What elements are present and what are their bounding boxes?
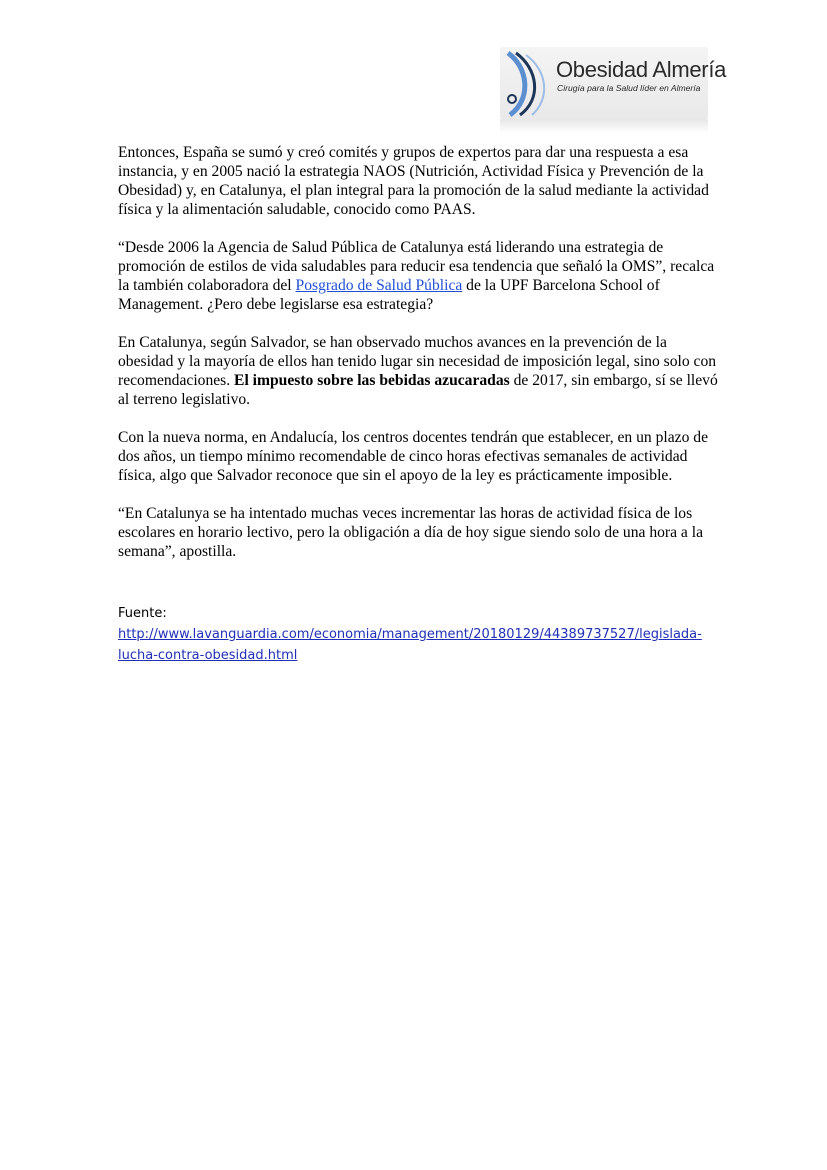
- obesidad-almeria-logo: [500, 47, 727, 133]
- paragraph-catalunya-text-end: de 2017, sin embargo, sí se llevó al terreno legislativo.: [118, 372, 718, 408]
- logo-arc-icon: [502, 49, 558, 119]
- source-url-line1: http://www.lavanguardia.com/economia/management/20180129/44389737527/legislada-: [118, 627, 702, 642]
- paragraph-agencia-text-end: de la UPF Barcelona School of Management. ¿Pero debe legislarse esa estrategia?: [118, 277, 660, 313]
- source-section: [118, 603, 728, 666]
- paragraph-quote: “En Catalunya se ha intentado muchas veces incrementar las horas de actividad física de los escolares en horario lectivo, pero la obligación a día de hoy sigue siendo solo de una hora a la semana”, apostilla.: [118, 505, 704, 560]
- source-url-line2: lucha-contra-obesidad.html: [118, 648, 298, 663]
- logo-title: Obesidad Almería: [556, 57, 727, 82]
- paragraph-catalunya-text-start: En Catalunya, según Salvador, se han observado muchos avances en la prevención de la obesidad y la mayoría de ellos han tenido lugar sin necesidad de imposición legal, sino solo con recomendaciones.: [118, 334, 717, 389]
- paragraph-catalunya: [118, 333, 718, 409]
- source-url-link[interactable]: [118, 627, 702, 663]
- logo-reflection: [500, 119, 708, 133]
- paragraph-andalucia: Con la nueva norma, en Andalucía, los centros docentes tendrán que establecer, en un plazo de dos años, un tiempo mínimo recomendable de cinco horas efectivas semanales de actividad física, algo que Salvador reconoce que sin el apoyo de la ley es prácticamente imposible.: [118, 429, 708, 484]
- paragraph-agencia: [118, 238, 718, 314]
- bebidas-azucaradas-bold: El impuesto sobre las bebidas azucaradas: [234, 372, 510, 389]
- article-body: [118, 143, 718, 580]
- paragraph-naos: Entonces, España se sumó y creó comités y grupos de expertos para dar una respuesta a esa instancia, y en 2005 nació la estrategia NAOS (Nutrición, Actividad Física y Prevención de la Obesidad) y, en Catalunya, el plan integral para la promoción de la salud mediante la actividad física y la alimentación saludable, conocido como PAAS.: [118, 144, 709, 218]
- posgrado-salud-publica-link[interactable]: Posgrado de Salud Pública: [295, 277, 463, 294]
- source-label: Fuente:: [118, 606, 167, 621]
- paragraph-agencia-text-start: “Desde 2006 la Agencia de Salud Pública de Catalunya está liderando una estrategia de promoción de estilos de vida saludables para reducir esa tendencia que señaló la OMS”, recalca la también colaboradora del: [118, 239, 715, 294]
- logo-subtitle: Cirugía para la Salud líder en Almería: [557, 83, 701, 93]
